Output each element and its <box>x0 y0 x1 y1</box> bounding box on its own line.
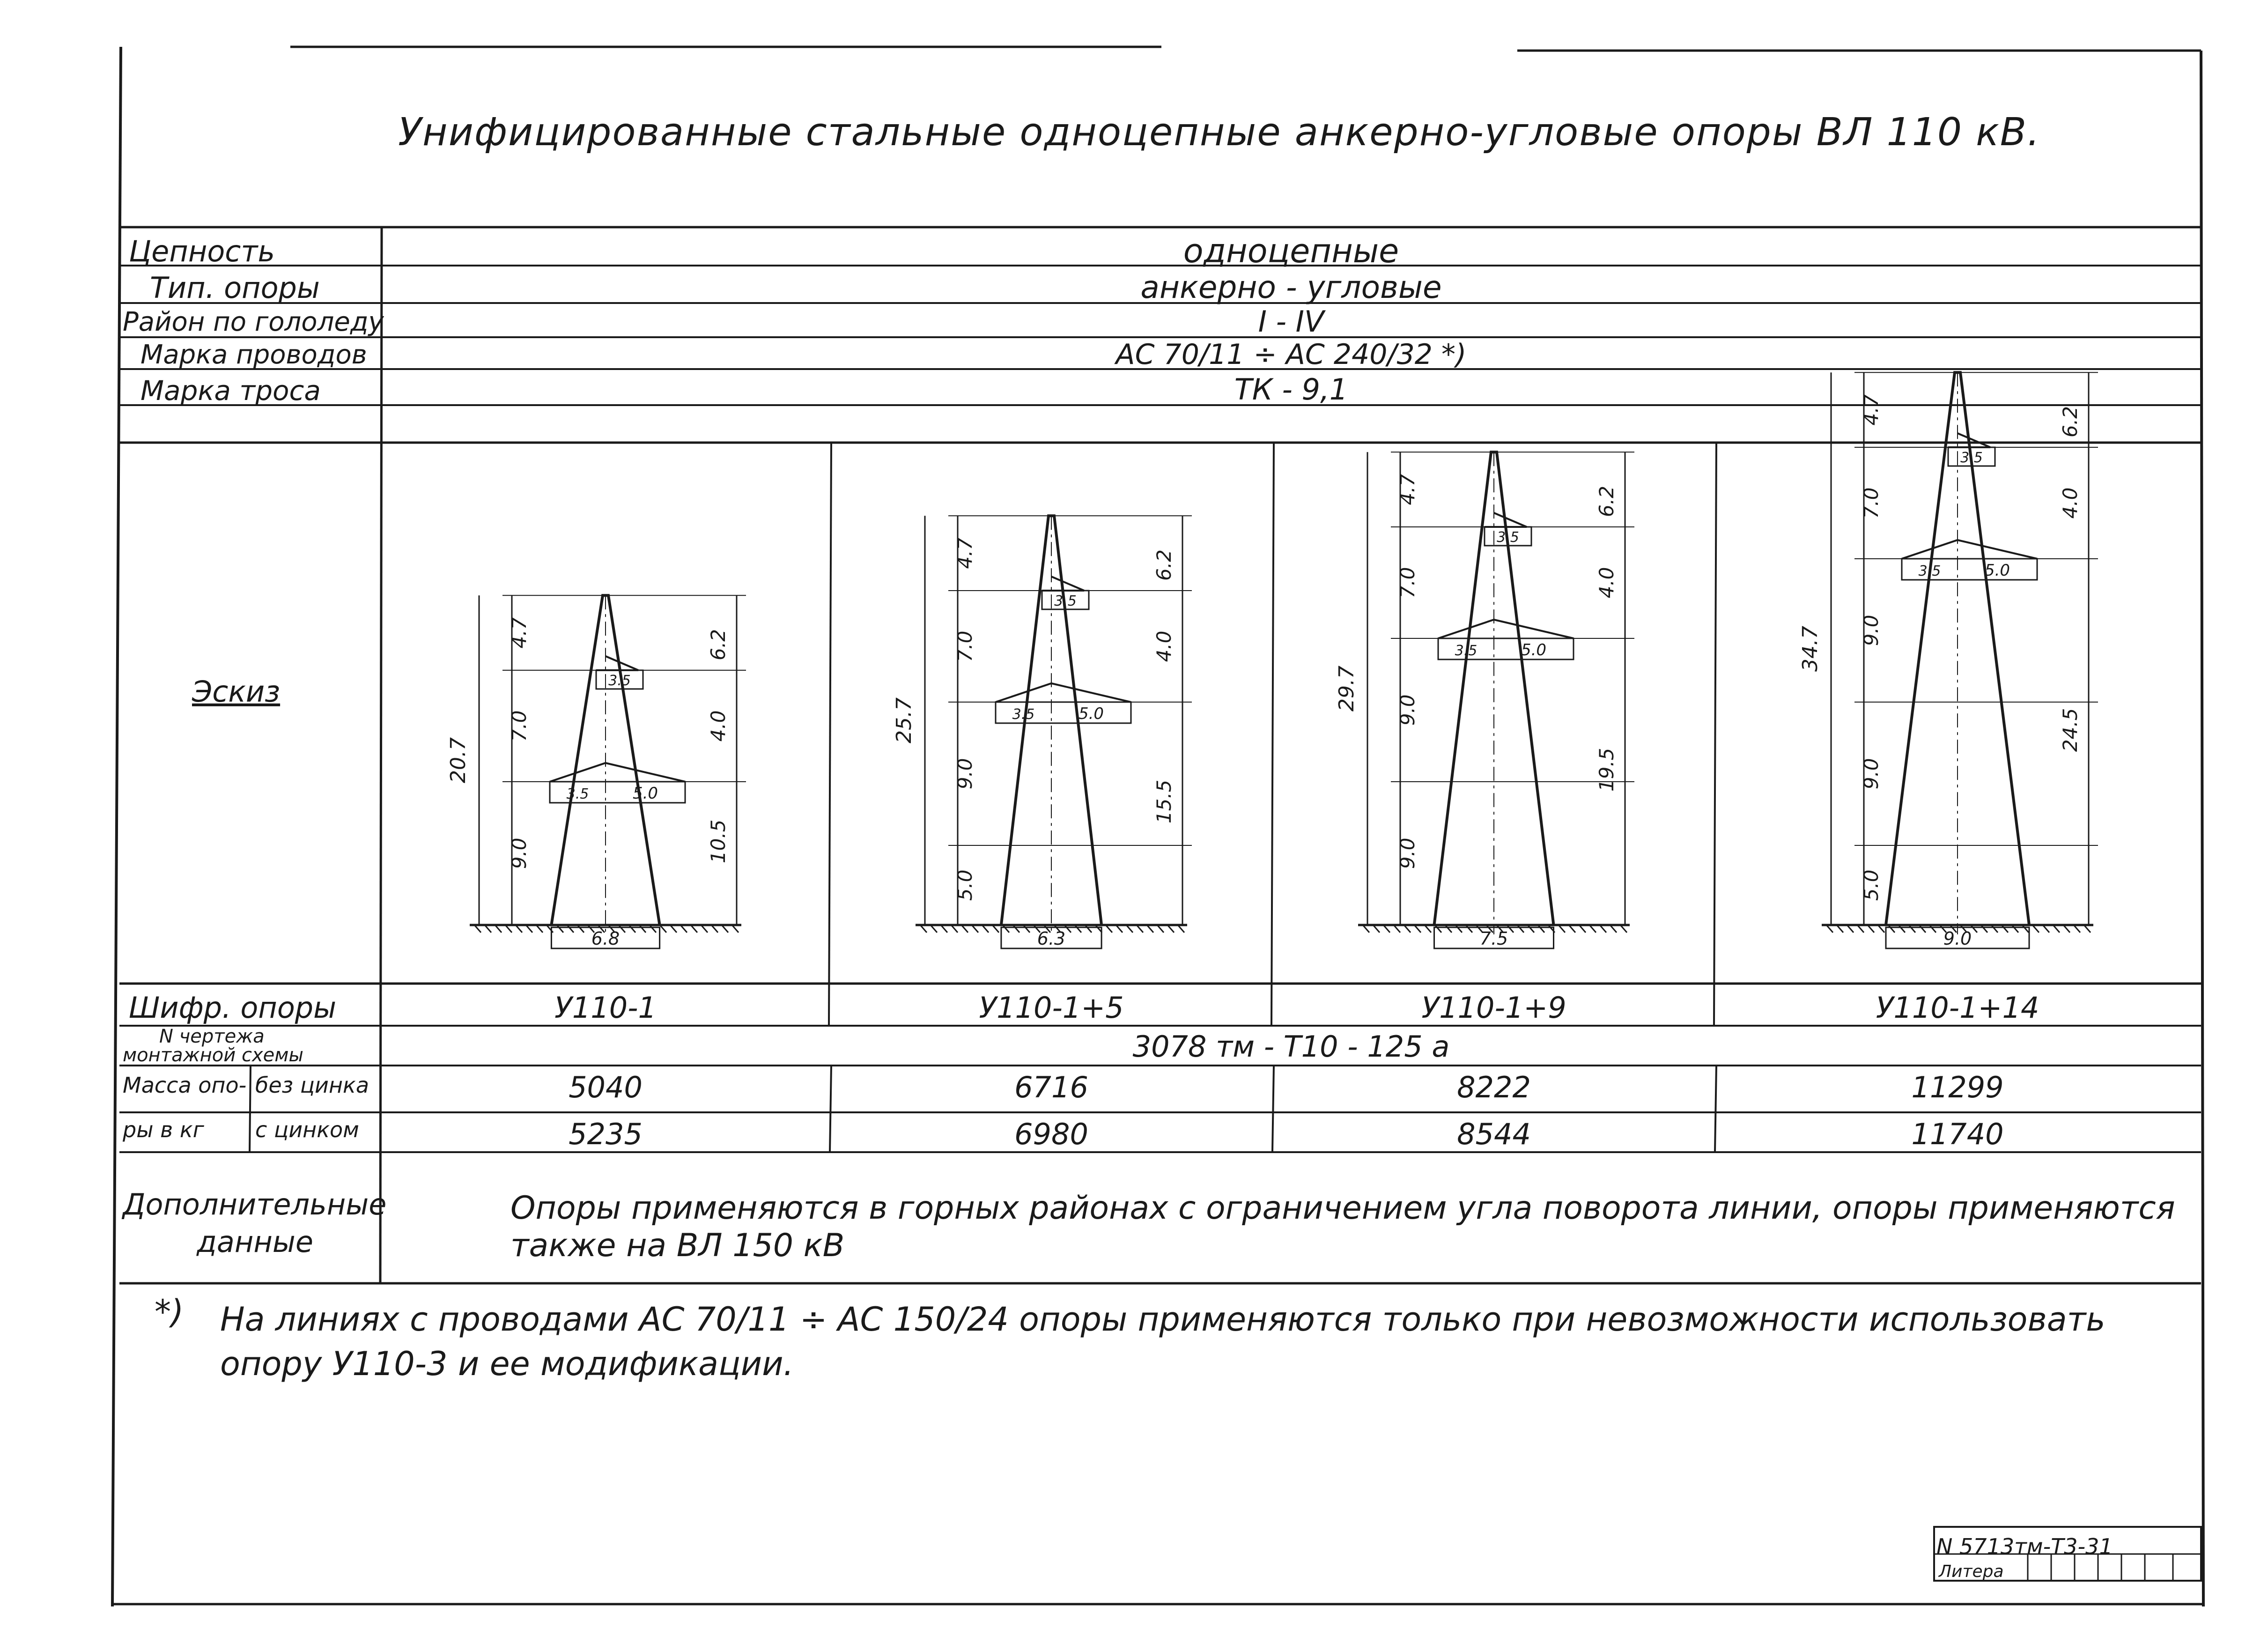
tower-3-lower-arm <box>1438 620 1574 638</box>
tower-2-right-dim-1: 6.2 <box>1152 549 1175 581</box>
mass-zinc-3: 8544 <box>1457 1117 1531 1151</box>
tower-1-lower-arm-right-label: 5.0 <box>632 784 658 803</box>
tower-4-left-dim-5: 5.0 <box>1860 869 1883 901</box>
label-cable: Марка троса <box>140 375 321 407</box>
tower-4-left-dim-4: 9.0 <box>1860 758 1883 790</box>
label-wire: Марка проводов <box>140 340 367 370</box>
mass-no-zinc-1: 5040 <box>569 1070 643 1104</box>
tower-2-left-dim-2: 7.0 <box>953 630 976 662</box>
label-chain: Цепность <box>129 234 275 268</box>
tower-3-right-dim-1: 6.2 <box>1595 486 1618 517</box>
label-mass-2: ры в кг <box>123 1117 204 1142</box>
tower-3-left-dim-4: 9.0 <box>1396 837 1419 869</box>
tower-4-left-dim-1: 4.7 <box>1860 394 1883 426</box>
tower-3-lower-arm-left-label: 3.5 <box>1455 643 1478 659</box>
tower-1-right-dim-2: 4.0 <box>707 710 730 742</box>
tower-3-left-dim-1: 4.7 <box>1396 474 1419 505</box>
tower-4-top-arm-label: 3.5 <box>1960 450 1983 466</box>
tower-3-base-label: 7.5 <box>1479 928 1508 949</box>
tower-2-lower-arm <box>996 683 1131 702</box>
tower-1-left-dim-2: 7.0 <box>508 710 531 742</box>
mass-no-zinc-2: 6716 <box>1014 1070 1088 1104</box>
value-cable: ТК - 9,1 <box>1234 372 1348 407</box>
tower-2-left-dim-1: 4.7 <box>953 537 976 569</box>
document-title: Унифицированные стальные одноцепные анкерно-угловые опоры ВЛ 110 кВ. <box>398 110 2041 155</box>
label-mass-zinc: с цинком <box>255 1117 359 1142</box>
mass-zinc-4: 11740 <box>1911 1117 2004 1151</box>
tower-4-lower-arm-left-label: 3.5 <box>1918 563 1941 579</box>
mass-no-zinc-3: 8222 <box>1457 1070 1531 1104</box>
tower-4-right-dim-3: 24.5 <box>2059 708 2082 752</box>
tower-3-left-dim-3: 9.0 <box>1396 694 1419 726</box>
label-extra-2: данные <box>197 1225 314 1259</box>
tower-4-left-dim-2: 7.0 <box>1860 487 1883 519</box>
footnote-mark: *) <box>155 1293 184 1331</box>
label-extra-1: Дополнительные <box>123 1187 387 1221</box>
tower-2-right-dim-3: 15.5 <box>1152 779 1175 824</box>
tower-2-height-label: 25.7 <box>892 697 916 744</box>
footnote-text: На линиях с проводами АС 70/11 ÷ АС 150/24 опоры применяются только при невозможности использовать опору У110-3 и ее модификации. <box>220 1300 2105 1383</box>
label-sketch: Эскиз <box>192 674 281 709</box>
tower-2-base-label: 6.3 <box>1037 928 1066 949</box>
tower-3-top-arm-label: 3.5 <box>1497 529 1519 546</box>
tower-1-top-arm-label: 3.5 <box>608 673 631 689</box>
tower-1-height-label: 20.7 <box>446 737 470 784</box>
value-ice: I - IV <box>1258 304 1324 339</box>
tower-4-base-label: 9.0 <box>1943 928 1972 949</box>
label-mass-no-zinc: без цинка <box>255 1073 369 1098</box>
tower-4-left-dim-3: 9.0 <box>1860 614 1883 646</box>
mass-zinc-1: 5235 <box>569 1117 643 1151</box>
tower-code-2: У110-1+5 <box>979 991 1124 1025</box>
label-ice: Район по гололеду <box>123 307 384 337</box>
drawing-number: 3078 тм - Т10 - 125 а <box>1132 1029 1450 1064</box>
mass-no-zinc-4: 11299 <box>1911 1070 2004 1104</box>
tower-1-left-dim-1: 4.7 <box>508 617 531 649</box>
tower-code-4: У110-1+14 <box>1876 991 2039 1025</box>
extra-data-text: Опоры применяются в горных районах с ограничением угла поворота линии, опоры применяются также на ВЛ 150 кВ <box>510 1190 2175 1264</box>
tower-code-1: У110-1 <box>554 991 657 1025</box>
tower-3-height-label: 29.7 <box>1335 666 1359 712</box>
value-wire: АС 70/11 ÷ АС 240/32 *) <box>1116 338 1467 371</box>
tower-2-left-dim-3: 9.0 <box>953 758 976 790</box>
tower-1-base-label: 6.8 <box>591 928 620 949</box>
tower-code-3: У110-1+9 <box>1421 991 1566 1025</box>
tower-4-right-dim-1: 6.2 <box>2059 406 2082 437</box>
label-drawing-2: монтажной схемы <box>123 1044 304 1066</box>
tower-1-right-dim-1: 6.2 <box>707 629 730 660</box>
value-type: анкерно - угловые <box>1140 269 1442 305</box>
tower-4-lower-arm <box>1902 540 2037 559</box>
tower-4-height-label: 34.7 <box>1798 626 1822 672</box>
tower-2-top-arm-label: 3.5 <box>1054 593 1077 609</box>
tower-4-lower-arm-right-label: 5.0 <box>1984 561 2010 580</box>
tower-4-right-dim-2: 4.0 <box>2059 487 2082 519</box>
tower-1-right-dim-3: 10.5 <box>707 819 730 864</box>
tower-2-left-dim-4: 5.0 <box>953 869 976 901</box>
tower-2-lower-arm-right-label: 5.0 <box>1078 704 1104 723</box>
stamp-litera: Литера <box>1939 1562 2004 1581</box>
value-chain: одноцепные <box>1183 232 1399 270</box>
tower-1-lower-arm-left-label: 3.5 <box>566 786 589 802</box>
tower-3-right-dim-2: 4.0 <box>1595 567 1618 599</box>
tower-2-right-dim-2: 4.0 <box>1152 630 1175 662</box>
label-code: Шифр. опоры <box>129 991 337 1025</box>
stamp-code: N 5713тм-Т3-31 <box>1936 1534 2113 1559</box>
mass-zinc-2: 6980 <box>1014 1117 1088 1151</box>
tower-1-lower-arm <box>550 763 685 782</box>
tower-3-left-dim-2: 7.0 <box>1396 567 1419 599</box>
tower-1-left-dim-3: 9.0 <box>508 837 531 869</box>
tower-3-lower-arm-right-label: 5.0 <box>1521 641 1547 659</box>
label-type: Тип. опоры <box>150 271 320 305</box>
tower-3-right-dim-3: 19.5 <box>1595 747 1618 792</box>
label-drawing-1: N чертежа <box>159 1026 265 1047</box>
tower-2-lower-arm-left-label: 3.5 <box>1012 706 1035 723</box>
label-mass-1: Масса опо- <box>123 1073 247 1098</box>
